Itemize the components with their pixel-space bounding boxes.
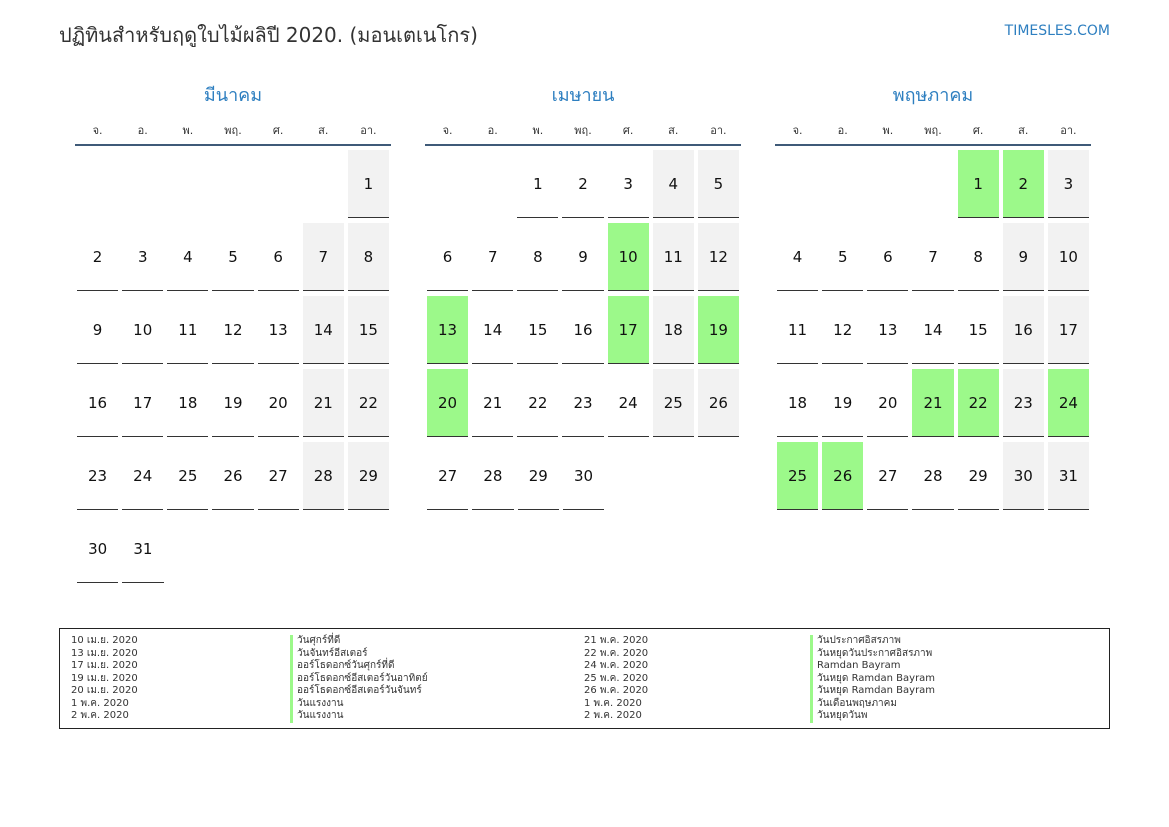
day-cell[interactable]: 30: [1003, 442, 1044, 510]
day-cell[interactable]: 10: [1048, 223, 1089, 291]
calendar-week: [425, 223, 741, 296]
weekday-label: อ.: [137, 124, 148, 137]
day-cell[interactable]: 8: [517, 223, 558, 291]
calendar-week: [75, 369, 391, 442]
day-cell[interactable]: 19: [212, 369, 253, 437]
weekday-label: พ.: [882, 124, 894, 137]
weekday-label: ส.: [668, 124, 679, 137]
weekday-header: [775, 116, 1091, 146]
legend-date: 17 เม.ย. 2020: [71, 660, 138, 671]
page-title: ปฏิทินสำหรับฤดูใบไม้ผลิปี 2020. (มอนเตเนโกร): [59, 23, 478, 47]
day-cell[interactable]: 21: [472, 369, 513, 437]
weekday-label: ศ.: [622, 124, 634, 137]
day-cell[interactable]: 30: [563, 442, 604, 510]
empty-cell: [122, 150, 163, 218]
day-cell[interactable]: 6: [867, 223, 908, 291]
legend-holiday-name: ออร์โธดอกซ์อีสเตอร์วันอาทิตย์: [290, 673, 428, 686]
day-cell[interactable]: 16: [77, 369, 118, 437]
day-cell[interactable]: 21: [303, 369, 344, 437]
day-cell[interactable]: 13: [427, 296, 468, 364]
day-grid: [425, 150, 741, 515]
legend-holiday-name: วันแรงงาน: [290, 698, 428, 711]
day-cell[interactable]: 26: [212, 442, 253, 510]
day-cell[interactable]: 12: [698, 223, 739, 291]
weekday-label: จ.: [442, 124, 453, 137]
legend-dates-left: [71, 635, 138, 723]
day-cell[interactable]: 24: [608, 369, 649, 437]
month-name: มีนาคม: [203, 85, 263, 106]
day-cell[interactable]: 20: [427, 369, 468, 437]
calendar-week: [75, 442, 391, 515]
day-cell[interactable]: 6: [427, 223, 468, 291]
day-cell[interactable]: 8: [348, 223, 389, 291]
weekday-label: อา.: [710, 124, 727, 137]
day-cell[interactable]: 23: [1003, 369, 1044, 437]
legend-date: 25 พ.ค. 2020: [584, 672, 649, 684]
calendar-month-april: [425, 84, 741, 515]
day-cell[interactable]: 26: [822, 442, 863, 510]
day-cell[interactable]: 22: [958, 369, 999, 437]
weekday-label: อา.: [360, 124, 377, 137]
legend-holiday-name: วันหยุด Ramdan Bayram: [810, 685, 935, 698]
day-cell[interactable]: 24: [122, 442, 163, 510]
weekday-label: อ.: [837, 124, 848, 137]
legend-holiday-name: วันจันทร์อีสเตอร์: [290, 648, 428, 661]
day-cell[interactable]: 1: [348, 150, 389, 218]
day-cell[interactable]: 28: [912, 442, 953, 510]
legend-date: 1 พ.ค. 2020: [71, 697, 129, 709]
day-cell[interactable]: 22: [348, 369, 389, 437]
legend-date: 10 เม.ย. 2020: [71, 635, 138, 646]
weekday-label: จ.: [92, 124, 103, 137]
day-cell[interactable]: 5: [212, 223, 253, 291]
day-cell[interactable]: 31: [1048, 442, 1089, 510]
weekday-label: พฤ.: [574, 124, 592, 137]
day-cell[interactable]: 9: [562, 223, 603, 291]
day-cell[interactable]: 27: [427, 442, 468, 510]
day-cell[interactable]: 26: [698, 369, 739, 437]
empty-cell: [822, 150, 863, 218]
day-cell[interactable]: 10: [608, 223, 649, 291]
day-cell[interactable]: 11: [653, 223, 694, 291]
empty-cell: [212, 150, 253, 218]
day-cell[interactable]: 28: [472, 442, 513, 510]
day-cell[interactable]: 29: [958, 442, 999, 510]
legend-holiday-name: วันแรงงาน: [290, 710, 428, 723]
day-cell[interactable]: 13: [867, 296, 908, 364]
day-cell[interactable]: 23: [562, 369, 603, 437]
day-cell[interactable]: 18: [777, 369, 818, 437]
day-cell[interactable]: 17: [1048, 296, 1089, 364]
calendar-week: [425, 369, 741, 442]
calendar-week: [425, 150, 741, 223]
day-cell[interactable]: 27: [867, 442, 908, 510]
day-cell[interactable]: 6: [258, 223, 299, 291]
day-cell[interactable]: 1: [517, 150, 558, 218]
day-cell[interactable]: 11: [777, 296, 818, 364]
holiday-legend: [59, 628, 1110, 729]
calendar-week: [775, 296, 1091, 369]
legend-date: 13 เม.ย. 2020: [71, 647, 138, 659]
legend-date: 22 พ.ค. 2020: [584, 647, 649, 659]
day-cell[interactable]: 19: [698, 296, 739, 364]
calendar-week: [775, 223, 1091, 296]
day-cell[interactable]: 12: [822, 296, 863, 364]
legend-names-left: [290, 635, 428, 723]
day-cell[interactable]: 14: [303, 296, 344, 364]
legend-date: 26 พ.ค. 2020: [584, 685, 649, 696]
legend-date: 20 เม.ย. 2020: [71, 685, 138, 696]
weekday-label: ส.: [1018, 124, 1029, 137]
legend-holiday-name: วันหยุดวันพ: [810, 710, 935, 723]
calendar-month-may: [775, 84, 1091, 515]
empty-cell: [167, 150, 208, 218]
day-cell[interactable]: 16: [1003, 296, 1044, 364]
day-cell[interactable]: 17: [122, 369, 163, 437]
day-cell[interactable]: 29: [348, 442, 389, 510]
day-cell[interactable]: 8: [958, 223, 999, 291]
calendar-week: [425, 296, 741, 369]
day-cell[interactable]: 11: [167, 296, 208, 364]
day-cell[interactable]: 3: [608, 150, 649, 218]
legend-dates-right: [584, 635, 648, 723]
empty-cell: [258, 150, 299, 218]
day-cell[interactable]: 21: [912, 369, 953, 437]
day-cell[interactable]: 17: [608, 296, 649, 364]
day-grid: [775, 150, 1091, 515]
weekday-label: พ.: [182, 124, 194, 137]
day-cell[interactable]: 28: [303, 442, 344, 510]
day-cell[interactable]: 15: [958, 296, 999, 364]
day-cell[interactable]: 29: [518, 442, 559, 510]
day-cell[interactable]: 19: [822, 369, 863, 437]
day-cell[interactable]: 15: [348, 296, 389, 364]
legend-names-right: [810, 635, 935, 723]
day-cell[interactable]: 9: [77, 296, 118, 364]
day-cell[interactable]: 23: [77, 442, 118, 510]
day-cell[interactable]: 30: [77, 515, 118, 583]
legend-holiday-name: วันศุกร์ที่ดี: [290, 635, 428, 648]
legend-date: 2 พ.ค. 2020: [584, 710, 642, 721]
weekday-header: [425, 116, 741, 146]
day-cell[interactable]: 3: [1048, 150, 1089, 218]
weekday-label: พฤ.: [224, 124, 242, 137]
weekday-label: ศ.: [272, 124, 284, 137]
day-cell[interactable]: 24: [1048, 369, 1089, 437]
day-cell[interactable]: 10: [122, 296, 163, 364]
calendar-week: [775, 369, 1091, 442]
day-cell[interactable]: 25: [777, 442, 818, 510]
legend-date: 1 พ.ค. 2020: [584, 697, 642, 709]
calendar-week: [425, 442, 741, 515]
empty-cell: [867, 150, 908, 218]
day-cell[interactable]: 4: [777, 223, 818, 291]
day-cell[interactable]: 14: [912, 296, 953, 364]
site-link[interactable]: TIMESLES.COM: [1004, 23, 1110, 39]
day-cell[interactable]: 13: [258, 296, 299, 364]
weekday-label: อา.: [1060, 124, 1077, 137]
legend-holiday-name: วันหยุด Ramdan Bayram: [810, 673, 935, 686]
day-cell[interactable]: 7: [912, 223, 953, 291]
day-cell[interactable]: 1: [958, 150, 999, 218]
day-cell[interactable]: 25: [653, 369, 694, 437]
day-cell[interactable]: 12: [212, 296, 253, 364]
day-cell[interactable]: 18: [653, 296, 694, 364]
day-cell[interactable]: 2: [77, 223, 118, 291]
day-cell[interactable]: 4: [167, 223, 208, 291]
calendar-week: [775, 442, 1091, 515]
day-cell[interactable]: 25: [167, 442, 208, 510]
day-cell[interactable]: 2: [1003, 150, 1044, 218]
month-name: เมษายน: [551, 85, 615, 106]
day-cell[interactable]: 15: [517, 296, 558, 364]
empty-cell: [472, 150, 513, 218]
legend-holiday-name: ออร์โธดอกซ์อีสเตอร์วันจันทร์: [290, 685, 428, 698]
day-cell[interactable]: 2: [562, 150, 603, 218]
empty-cell: [303, 150, 344, 218]
month-name: พฤษภาคม: [892, 85, 974, 106]
legend-holiday-name: วันหยุดวันประกาศอิสรภาพ: [810, 648, 935, 661]
day-cell[interactable]: 9: [1003, 223, 1044, 291]
day-cell[interactable]: 18: [167, 369, 208, 437]
calendar-week: [75, 296, 391, 369]
legend-holiday-name: ออร์โธดอกซ์วันศุกร์ที่ดี: [290, 660, 428, 673]
weekday-header: [75, 116, 391, 146]
calendar-month-march: [75, 84, 391, 588]
day-cell[interactable]: 20: [867, 369, 908, 437]
legend-holiday-name: Ramdan Bayram: [810, 660, 935, 673]
legend-date: 21 พ.ค. 2020: [584, 635, 649, 646]
legend-holiday-name: วันเดือนพฤษภาคม: [810, 698, 935, 711]
weekday-label: พ.: [532, 124, 544, 137]
empty-cell: [912, 150, 953, 218]
day-cell[interactable]: 16: [562, 296, 603, 364]
legend-holiday-name: วันประกาศอิสรภาพ: [810, 635, 935, 648]
weekday-label: พฤ.: [924, 124, 942, 137]
day-cell[interactable]: 27: [258, 442, 299, 510]
day-cell[interactable]: 5: [822, 223, 863, 291]
weekday-label: ศ.: [972, 124, 984, 137]
day-cell[interactable]: 5: [698, 150, 739, 218]
weekday-label: จ.: [792, 124, 803, 137]
day-cell[interactable]: 22: [517, 369, 558, 437]
day-cell[interactable]: 3: [122, 223, 163, 291]
day-cell[interactable]: 20: [258, 369, 299, 437]
legend-date: 24 พ.ค. 2020: [584, 660, 649, 671]
day-grid: [75, 150, 391, 588]
day-cell[interactable]: 7: [303, 223, 344, 291]
day-cell[interactable]: 14: [472, 296, 513, 364]
weekday-label: ส.: [318, 124, 329, 137]
day-cell[interactable]: 4: [653, 150, 694, 218]
empty-cell: [427, 150, 468, 218]
empty-cell: [777, 150, 818, 218]
empty-cell: [77, 150, 118, 218]
calendar-week: [775, 150, 1091, 223]
legend-date: 2 พ.ค. 2020: [71, 710, 129, 721]
legend-date: 19 เม.ย. 2020: [71, 672, 138, 684]
day-cell[interactable]: 31: [122, 515, 163, 583]
weekday-label: อ.: [487, 124, 498, 137]
calendar-week: [75, 150, 391, 223]
calendar-week: [75, 515, 391, 588]
calendar-week: [75, 223, 391, 296]
day-cell[interactable]: 7: [472, 223, 513, 291]
